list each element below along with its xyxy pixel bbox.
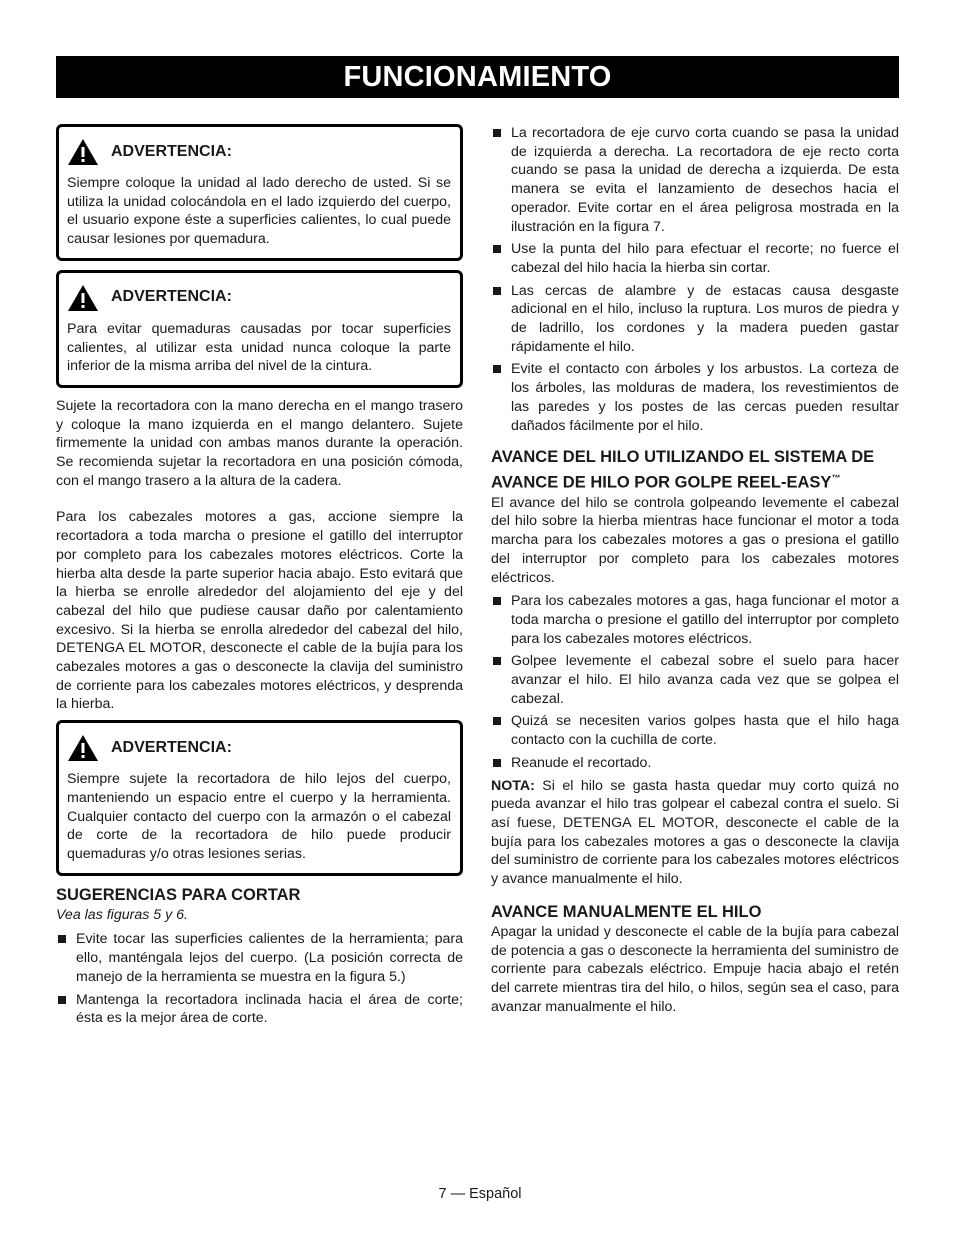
bullet-list: [56, 930, 463, 1028]
list-item: Quizá se necesiten varios golpes hasta que el hilo haga contacto con la cuchilla de corte.: [491, 712, 899, 749]
section-subheading: Vea las figuras 5 y 6.: [56, 906, 188, 923]
warning-box: [56, 270, 463, 388]
warning-header: [67, 730, 451, 766]
warning-box: [56, 124, 463, 261]
list-item: Mantenga la recortadora inclinada hacia el área de corte; ésta es la mejor área de corte.: [56, 991, 463, 1028]
warning-text: Siempre sujete la recortadora de hilo lejos del cuerpo, manteniendo un espacio entre el cuerpo y la herramienta. Cualquier contacto del cuerpo con la armazón o el cabezal de corte de la recortadora de hilo puede producir quemaduras y/o otras lesiones serias.: [67, 771, 451, 862]
warning-title: ADVERTENCIA:: [111, 738, 232, 756]
warning-text: Para evitar quemaduras causadas por tocar superficies calientes, al utilizar esta unidad nunca coloque la parte inferior de la misma arriba del nivel de la cintura.: [67, 320, 451, 375]
list-item: Reanude el recortado.: [491, 754, 899, 773]
bullet-list: [491, 124, 899, 435]
warning-triangle-icon: [67, 734, 99, 762]
warning-box: [56, 720, 463, 876]
page-title: FUNCIONAMIENTO: [56, 56, 899, 98]
warning-triangle-icon: [67, 138, 99, 166]
left-column: [56, 124, 463, 1032]
list-item: Evite el contacto con árboles y los arbustos. La corteza de los árboles, las molduras de madera, los revestimientos de las paredes y los postes de las cercas pueden resultar dañados fácilmente por el hilo.: [491, 360, 899, 435]
page-footer: 7 — Español: [438, 1186, 522, 1202]
body-paragraph: Apagar la unidad y desconecte el cable de la bujía para cabezal de potencia a gas o desconecte la herramienta del suministro de corriente para cabezals eléctrico. Empuje hacia abajo el retén del carrete mientras tira del hilo, o hilos, según sea el caso, para avanzar manualmente el hilo.: [491, 923, 899, 1015]
section-heading: [491, 447, 899, 494]
warning-text: Siempre coloque la unidad al lado derecho de usted. Si se utiliza la unidad colocándola en el lado izquierdo del cuerpo, el usuario expone éste a superficies calientes, lo cual puede causar lesiones por quemadura.: [67, 175, 451, 248]
list-item: Para los cabezales motores a gas, haga funcionar el motor a toda marcha o presione el gatillo del interruptor por completo para los cabezales motores eléctricos.: [491, 592, 899, 648]
note-text: Si el hilo se gasta hasta quedar muy corto quizá no pueda avanzar el hilo tras golpear el cabezal contra el suelo. Si así fuese, DETENGA EL MOTOR, desconecte el cable de la bujía para los cabezales motores a gas o desconecte la clavija del suministro de corriente para los cabezales motores eléctricos y avance manualmente el hilo.: [491, 777, 899, 888]
list-item: Las cercas de alambre y de estacas causa desgaste adicional en el hilo, incluso la ruptura. Los muros de piedra y de ladrillo, los cordones y la madera pueden gastar rápidamente el hilo.: [491, 282, 899, 357]
list-item: Use la punta del hilo para efectuar el recorte; no fuerce el cabezal del hilo hacia la hierba sin cortar.: [491, 240, 899, 277]
list-item: La recortadora de eje curvo corta cuando se pasa la unidad de izquierda a derecha. La recortadora de eje recto corta cuando se pasa la unidad de derecha a izquierda. De esta manera se evita el lanzamiento de desechos hacia el operador. Evite cortar en el área peligrosa mostrada en la ilustración en la figura 7.: [491, 124, 899, 236]
body-paragraph: El avance del hilo se controla golpeando levemente el cabezal del hilo sobre la hierba mientras hace funcionar el motor a toda marcha para los cabezales motores a gas o presiona el gatillo del interruptor por completo para los cabezales motores eléctricos.: [491, 494, 899, 586]
section-heading-text: AVANCE DEL HILO UTILIZANDO EL SISTEMA DE AVANCE DE HILO POR GOLPE REEL-EASY: [491, 448, 875, 492]
warning-header: [67, 134, 451, 170]
note-label: NOTA:: [491, 777, 535, 794]
list-item: Golpee levemente el cabezal sobre el suelo para hacer avanzar el hilo. El hilo avanza cada vez que se golpea el cabezal.: [491, 652, 899, 708]
body-paragraph: Para los cabezales motores a gas, accione siempre la recortadora a toda marcha o presione el gatillo del interruptor por completo para los cabezales motores eléctricos. Corte la hierba alta desde la parte superior hacia abajo. Esto evitará que la hierba se enrolle alrededor del alojamiento del eje y del cabezal del hilo que pudiese causar daño por calentamiento excesivo. Si la hierba se enrolla alrededor del cabezal del hilo, DETENGA EL MOTOR, desconecte el cable de la bujía para los cabezales motores a gas o desconecte la clavija del suministro de corriente para los cabezales motores eléctricos, y desprenda la hierba.: [56, 509, 463, 713]
warning-title: ADVERTENCIA:: [111, 142, 232, 160]
body-paragraph: Sujete la recortadora con la mano derecha en el mango trasero y coloque la mano izquierda en el mango delantero. Sujete firmemente la unidad con ambas manos durante la operación. Se recomienda sujetar la recortadora en una posición cómoda, con el mango trasero a la altura de la cadera.: [56, 397, 463, 489]
list-item: Evite tocar las superficies calientes de la herramienta; para ello, manténgala lejos del cuerpo. (La posición correcta de manejo de la herramienta se muestra en la figura 5.): [56, 930, 463, 986]
right-column: [491, 124, 899, 1016]
trademark-symbol: ™: [831, 473, 841, 484]
note-paragraph: [491, 777, 899, 889]
bullet-list: [491, 592, 899, 772]
warning-title: ADVERTENCIA:: [111, 288, 232, 306]
warning-header: [67, 280, 451, 316]
warning-triangle-icon: [67, 284, 99, 312]
section-heading: SUGERENCIAS PARA CORTAR: [56, 885, 301, 904]
section-heading: AVANCE MANUALMENTE EL HILO: [491, 902, 762, 921]
